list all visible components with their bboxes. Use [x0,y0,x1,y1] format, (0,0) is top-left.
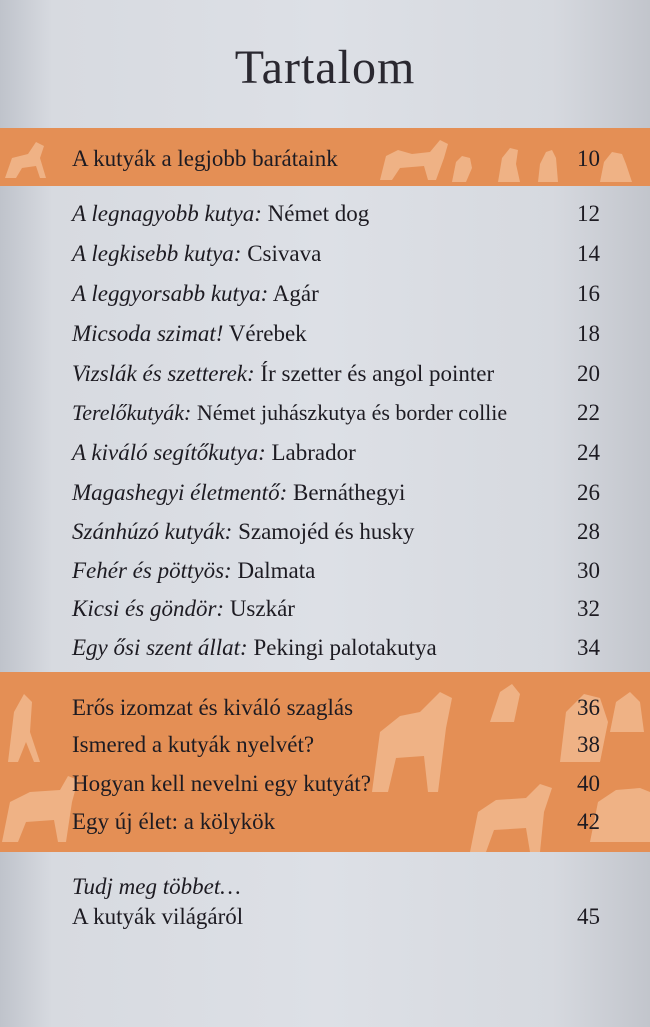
page-number: 30 [577,558,600,583]
toc-entry[interactable] [72,557,600,585]
toc-entry-extra[interactable] [72,872,600,932]
entry-italic: A leggyorsabb kutya: [72,281,269,306]
entry-title: Hogyan kell nevelni egy kutyát? [72,771,371,796]
toc-entry[interactable] [72,808,600,836]
entry-title: Német dog [261,201,370,226]
entry-italic: A kiváló segítőkutya: [72,440,266,465]
page-number: 32 [577,596,600,621]
entry-italic: A legnagyobb kutya: [72,201,262,226]
entry-title: Bernáthegyi [287,480,406,505]
page-title: Tartalom [234,41,416,94]
entry-italic: Fehér és pöttyös: [72,558,232,583]
entry-title: Egy új élet: a kölykök [72,809,276,834]
toc-entry[interactable] [72,240,600,268]
entry-title: Vérebek [223,321,307,346]
page-number: 16 [577,281,600,306]
page-number: 42 [577,809,600,834]
toc-entry[interactable] [72,200,600,228]
entry-title: A kutyák a legjobb barátaink [72,146,338,171]
entry-title: Ír szetter és angol pointer [254,361,495,386]
page-number: 14 [577,241,600,266]
toc-entry[interactable] [72,399,600,427]
toc-entry[interactable] [72,320,600,348]
page-number: 28 [577,519,600,544]
page-number: 34 [577,635,600,660]
page-number: 26 [577,480,600,505]
toc-entry[interactable] [72,360,600,388]
page-number: 40 [577,771,600,796]
page-number: 24 [577,440,600,465]
toc-entry[interactable] [72,770,600,798]
entry-italic: Magashegyi életmentő: [72,480,288,505]
page-number: 20 [577,361,600,386]
entry-title: Pekingi palotakutya [247,635,437,660]
page-number: 10 [577,146,600,171]
extra-subtitle: Tudj meg többet… [72,874,241,899]
page-number: 22 [577,400,600,425]
entry-italic: Egy ősi szent állat: [72,635,248,660]
entry-title: Labrador [265,440,356,465]
toc-entry[interactable] [72,694,600,722]
page-number: 38 [577,732,600,757]
entry-title: Uszkár [224,596,295,621]
toc-entry[interactable] [72,439,600,467]
entry-title: Erős izomzat és kiváló szaglás [72,695,354,720]
entry-italic: A legkisebb kutya: [72,241,242,266]
toc-entry[interactable] [72,634,600,662]
entry-italic: Vizslák és szetterek: [72,361,255,386]
entry-italic: Micsoda szimat! [72,321,224,346]
page-number: 36 [577,695,600,720]
extra-title: A kutyák világáról [72,904,244,929]
toc-entry[interactable] [72,731,600,759]
page-number: 45 [577,904,600,929]
entry-italic: Kicsi és göndör: [72,596,225,621]
entry-title: Csivava [241,241,322,266]
toc-entry[interactable] [72,479,600,507]
entry-italic: Szánhúzó kutyák: [72,519,233,544]
toc-entry[interactable] [72,145,600,173]
entry-italic: Terelőkutyák: [72,400,192,425]
entry-title: Német juhászkutya és border collie [191,400,508,425]
page-number: 18 [577,321,600,346]
page-number: 12 [577,201,600,226]
entry-title: Agár [268,281,319,306]
toc-entry[interactable] [72,595,600,623]
entry-title: Szamojéd és husky [232,519,415,544]
entry-title: Ismered a kutyák nyelvét? [72,732,315,757]
entry-title: Dalmata [231,558,316,583]
toc-entry[interactable] [72,280,600,308]
toc-entry[interactable] [72,518,600,546]
